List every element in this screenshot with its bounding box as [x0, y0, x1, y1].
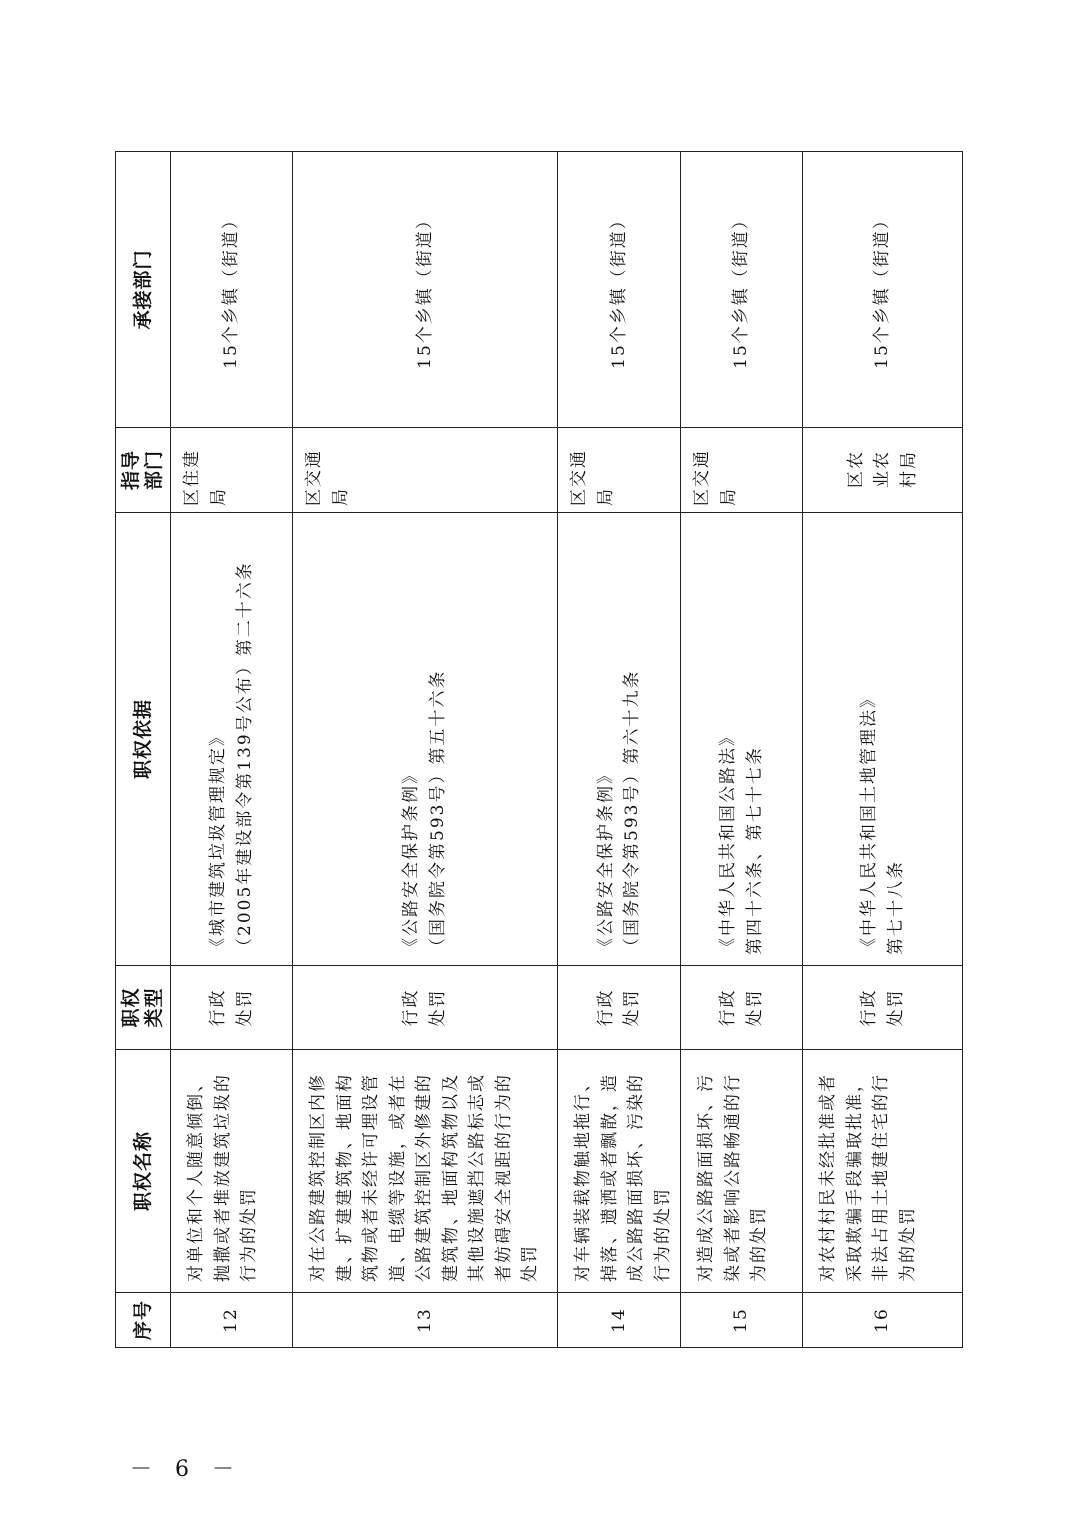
authority-table [115, 151, 963, 1348]
row-type [171, 966, 293, 1050]
table-header-row [116, 152, 171, 1348]
table-row [803, 152, 963, 1348]
header-guide [116, 428, 171, 513]
row-type-line1: 行政 [718, 988, 739, 1027]
row-guide: 区交通局 [681, 428, 803, 513]
header-name: 职权名称 [116, 1050, 171, 1293]
row-type-line2: 处罚 [622, 988, 643, 1027]
row-type [558, 966, 681, 1050]
page-number: － 6 － [130, 1457, 242, 1482]
row-guide [803, 428, 963, 513]
row-type [293, 966, 558, 1050]
row-dept: 15个乡镇（街道） [803, 152, 963, 428]
row-basis-line1: 《公路安全保护条例》 [401, 765, 422, 955]
row-type-line1: 行政 [401, 988, 422, 1027]
header-guide-line2: 部门 [143, 450, 165, 491]
row-guide-line1: 区农 [845, 450, 866, 488]
row-name: 对车辆装载物触地拖行、掉落、遗洒或者飘散，造成公路路面损坏、污染的行为的处罚 [558, 1050, 681, 1293]
row-guide-line2: 业农 [872, 450, 893, 488]
row-guide: 区交通局 [558, 428, 681, 513]
header-type [116, 966, 171, 1050]
rotated-table-container [115, 152, 959, 1348]
row-basis [293, 513, 558, 966]
row-name: 对造成公路路面损坏、污染或者影响公路畅通的行为的处罚 [681, 1050, 803, 1293]
row-guide-line3: 村局 [898, 450, 919, 488]
row-dept: 15个乡镇（街道） [293, 152, 558, 428]
header-num: 序号 [116, 1293, 171, 1348]
row-type [803, 966, 963, 1050]
row-num: 15 [681, 1293, 803, 1348]
header-type-line2: 类型 [143, 987, 165, 1028]
row-basis-line2: （国务院令第593号）第五十六条 [428, 669, 448, 955]
header-basis: 职权依据 [116, 513, 171, 966]
row-basis [171, 513, 293, 966]
header-guide-line1: 指导 [120, 450, 143, 491]
row-type-line2: 处罚 [744, 988, 765, 1027]
row-guide: 区住建局 [171, 428, 293, 513]
row-type-line1: 行政 [207, 988, 228, 1027]
table-row [293, 152, 558, 1348]
table-row [558, 152, 681, 1348]
row-name: 对单位和个人随意倾倒、抛撒或者堆放建筑垃圾的行为的处罚 [171, 1050, 293, 1293]
row-basis-line2: 第七十八条 [885, 860, 906, 955]
row-name: 对农村村民未经批准或者采取欺骗手段骗取批准，非法占用土地建住宅的行为的处罚 [803, 1050, 963, 1293]
row-dept: 15个乡镇（街道） [681, 152, 803, 428]
row-num: 14 [558, 1293, 681, 1348]
header-type-line1: 职权 [120, 987, 143, 1028]
row-dept: 15个乡镇（街道） [558, 152, 681, 428]
row-basis-line2: （2005年建设部令第139号公布）第二十六条 [234, 561, 255, 955]
row-basis [681, 513, 803, 966]
row-num: 12 [171, 1293, 293, 1348]
row-basis [803, 513, 963, 966]
header-dept: 承接部门 [116, 152, 171, 428]
row-guide: 区交通局 [293, 428, 558, 513]
row-type-line1: 行政 [859, 988, 880, 1027]
row-basis-line1: 《公路安全保护条例》 [595, 765, 616, 955]
row-type-line2: 处罚 [885, 988, 906, 1027]
row-num: 13 [293, 1293, 558, 1348]
row-basis [558, 513, 681, 966]
row-basis-line1: 《中华人民共和国公路法》 [718, 727, 739, 955]
row-dept: 15个乡镇（街道） [171, 152, 293, 428]
row-name: 对在公路建筑控制区内修建、扩建建筑物、地面构筑物或者未经许可埋设管道、电缆等设施，或者在公路建筑控制区外修建的建筑物、地面构筑物以及其他设施遮挡公路标志或者妨碍安全视距的行为的处罚 [293, 1050, 558, 1293]
row-type-line1: 行政 [595, 988, 616, 1027]
table-row [171, 152, 293, 1348]
row-basis-line2: 第四十六条、第七十七条 [744, 746, 765, 955]
row-num: 16 [803, 1293, 963, 1348]
row-type-line2: 处罚 [428, 988, 448, 1027]
row-basis-line1: 《中华人民共和国土地管理法》 [859, 689, 880, 955]
row-basis-line2: （国务院令第593号）第六十九条 [622, 669, 643, 955]
table-row [681, 152, 803, 1348]
row-basis-line1: 《城市建筑垃圾管理规定》 [207, 727, 228, 955]
row-type [681, 966, 803, 1050]
row-type-line2: 处罚 [234, 988, 255, 1027]
